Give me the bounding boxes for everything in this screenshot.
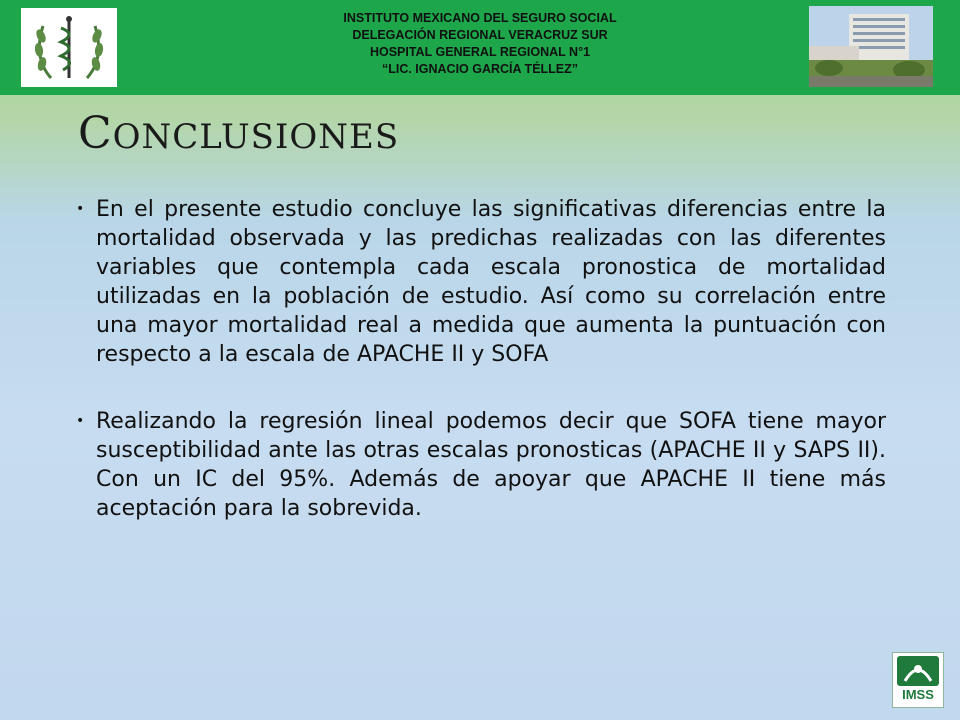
list-item (74, 195, 886, 369)
header-line-3: HOSPITAL GENERAL REGIONAL N°1 (369, 45, 591, 59)
institution-header-text (230, 10, 730, 78)
caduceus-emblem-icon (21, 8, 117, 87)
imss-logo-text: IMSS (902, 687, 934, 702)
list-item-text: En el presente estudio concluye las significativas diferencias entre la mortalidad observada y las predichas realizadas con las diferentes variables que contempla cada escala pronostica de mortalidad utilizadas en la población de estudio. Así como su correlación entre una mayor mortalidad real a medida que aumenta la puntuación con respecto a la escala de APACHE II y SOFA (96, 197, 886, 367)
hospital-building-photo (809, 6, 933, 87)
slide-title-initial: C (78, 108, 113, 159)
list-item (74, 407, 886, 523)
header-bar (0, 0, 960, 95)
slide-title (78, 108, 399, 159)
header-line-1: INSTITUTO MEXICANO DEL SEGURO SOCIAL (343, 11, 617, 25)
bullet-dot-icon: • (76, 201, 85, 217)
imss-logo-icon (892, 652, 944, 708)
conclusions-list (74, 195, 886, 561)
list-item-text: Realizando la regresión lineal podemos decir que SOFA tiene mayor susceptibilidad ante las otras escalas pronosticas (APACHE II y SAPS II). Con un IC del 95%. Además de apoyar que APACHE II tiene más aceptación para la sobrevida. (96, 409, 886, 521)
header-line-2: DELEGACIÓN REGIONAL VERACRUZ SUR (352, 28, 608, 42)
slide-title-rest: ONCLUSIONES (112, 117, 400, 157)
bullet-dot-icon: • (76, 413, 85, 429)
header-line-4: “LIC. IGNACIO GARCÍA TÉLLEZ” (381, 62, 579, 76)
